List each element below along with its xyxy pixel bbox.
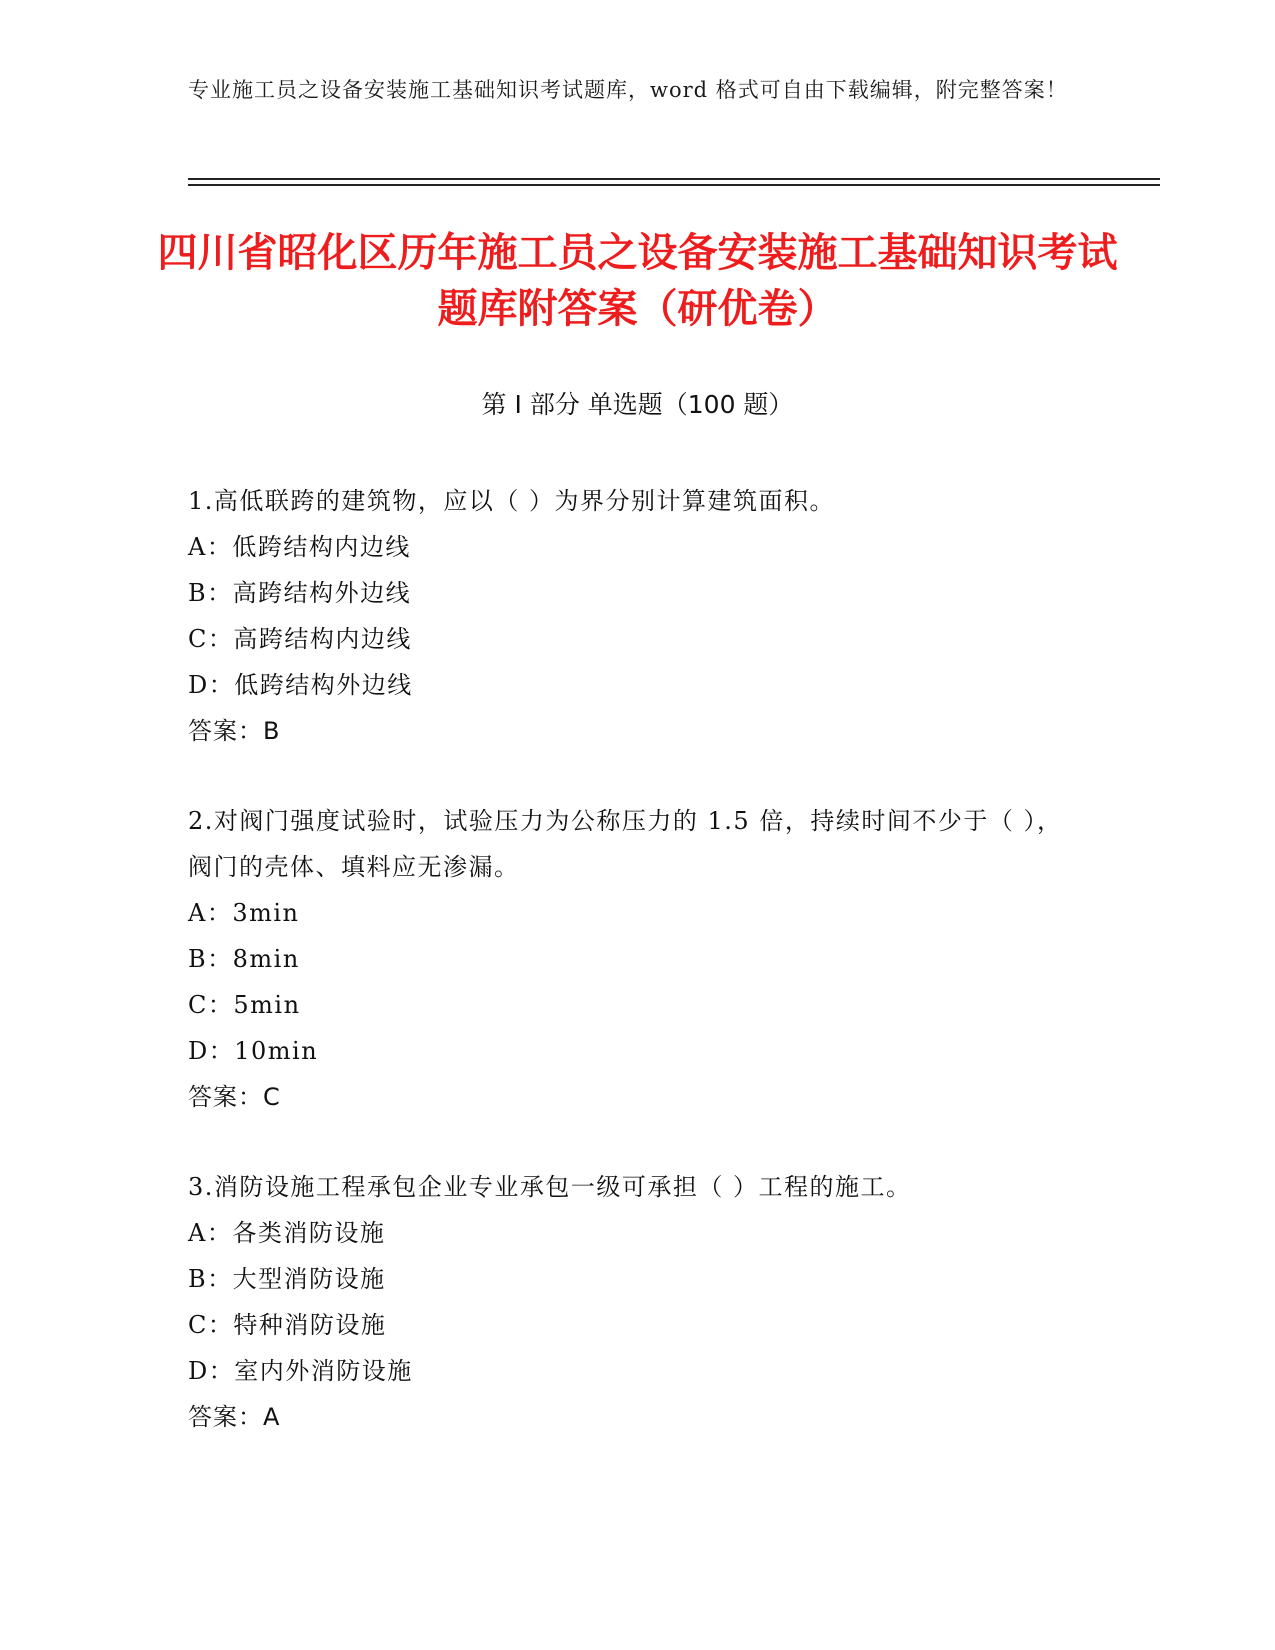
answer-line: 答案：B — [188, 717, 281, 745]
option-b: B：高跨结构外边线 — [188, 579, 412, 607]
option-b: B：8min — [188, 945, 300, 973]
option-a: A：低跨结构内边线 — [188, 533, 411, 561]
answer-line: 答案：C — [188, 1083, 281, 1111]
question-stem: 1.高低联跨的建筑物，应以（ ）为界分别计算建筑面积。 — [188, 487, 836, 515]
option-b: B：大型消防设施 — [188, 1265, 386, 1293]
header-divider-top — [188, 178, 1160, 180]
question-stem: 3.消防设施工程承包企业专业承包一级可承担（ ）工程的施工。 — [188, 1173, 912, 1201]
option-c: C：特种消防设施 — [188, 1311, 387, 1339]
header-divider-bottom — [188, 184, 1160, 186]
option-d: D：低跨结构外边线 — [188, 671, 413, 699]
section-heading: 第 I 部分 单选题（100 题） — [481, 390, 794, 419]
option-c: C：5min — [188, 991, 301, 1019]
question-list — [188, 478, 1078, 1484]
option-d: D：室内外消防设施 — [188, 1357, 413, 1385]
question-stem: 2.对阀门强度试验时，试验压力为公称压力的 1.5 倍，持续时间不少于（ ），阀门的壳体、填料应无渗漏。 — [188, 807, 1063, 881]
question-1 — [188, 478, 1078, 754]
option-a: A：3min — [188, 899, 300, 927]
option-a: A：各类消防设施 — [188, 1219, 386, 1247]
option-c: C：高跨结构内边线 — [188, 625, 412, 653]
question-2 — [188, 798, 1078, 1120]
header-note: 专业施工员之设备安装施工基础知识考试题库，word 格式可自由下载编辑，附完整答案！ — [188, 78, 1068, 102]
answer-line: 答案：A — [188, 1403, 281, 1431]
option-d: D：10min — [188, 1037, 319, 1065]
question-3 — [188, 1164, 1078, 1440]
document-title: 四川省昭化区历年施工员之设备安装施工基础知识考试题库附答案（研优卷） — [157, 230, 1118, 332]
